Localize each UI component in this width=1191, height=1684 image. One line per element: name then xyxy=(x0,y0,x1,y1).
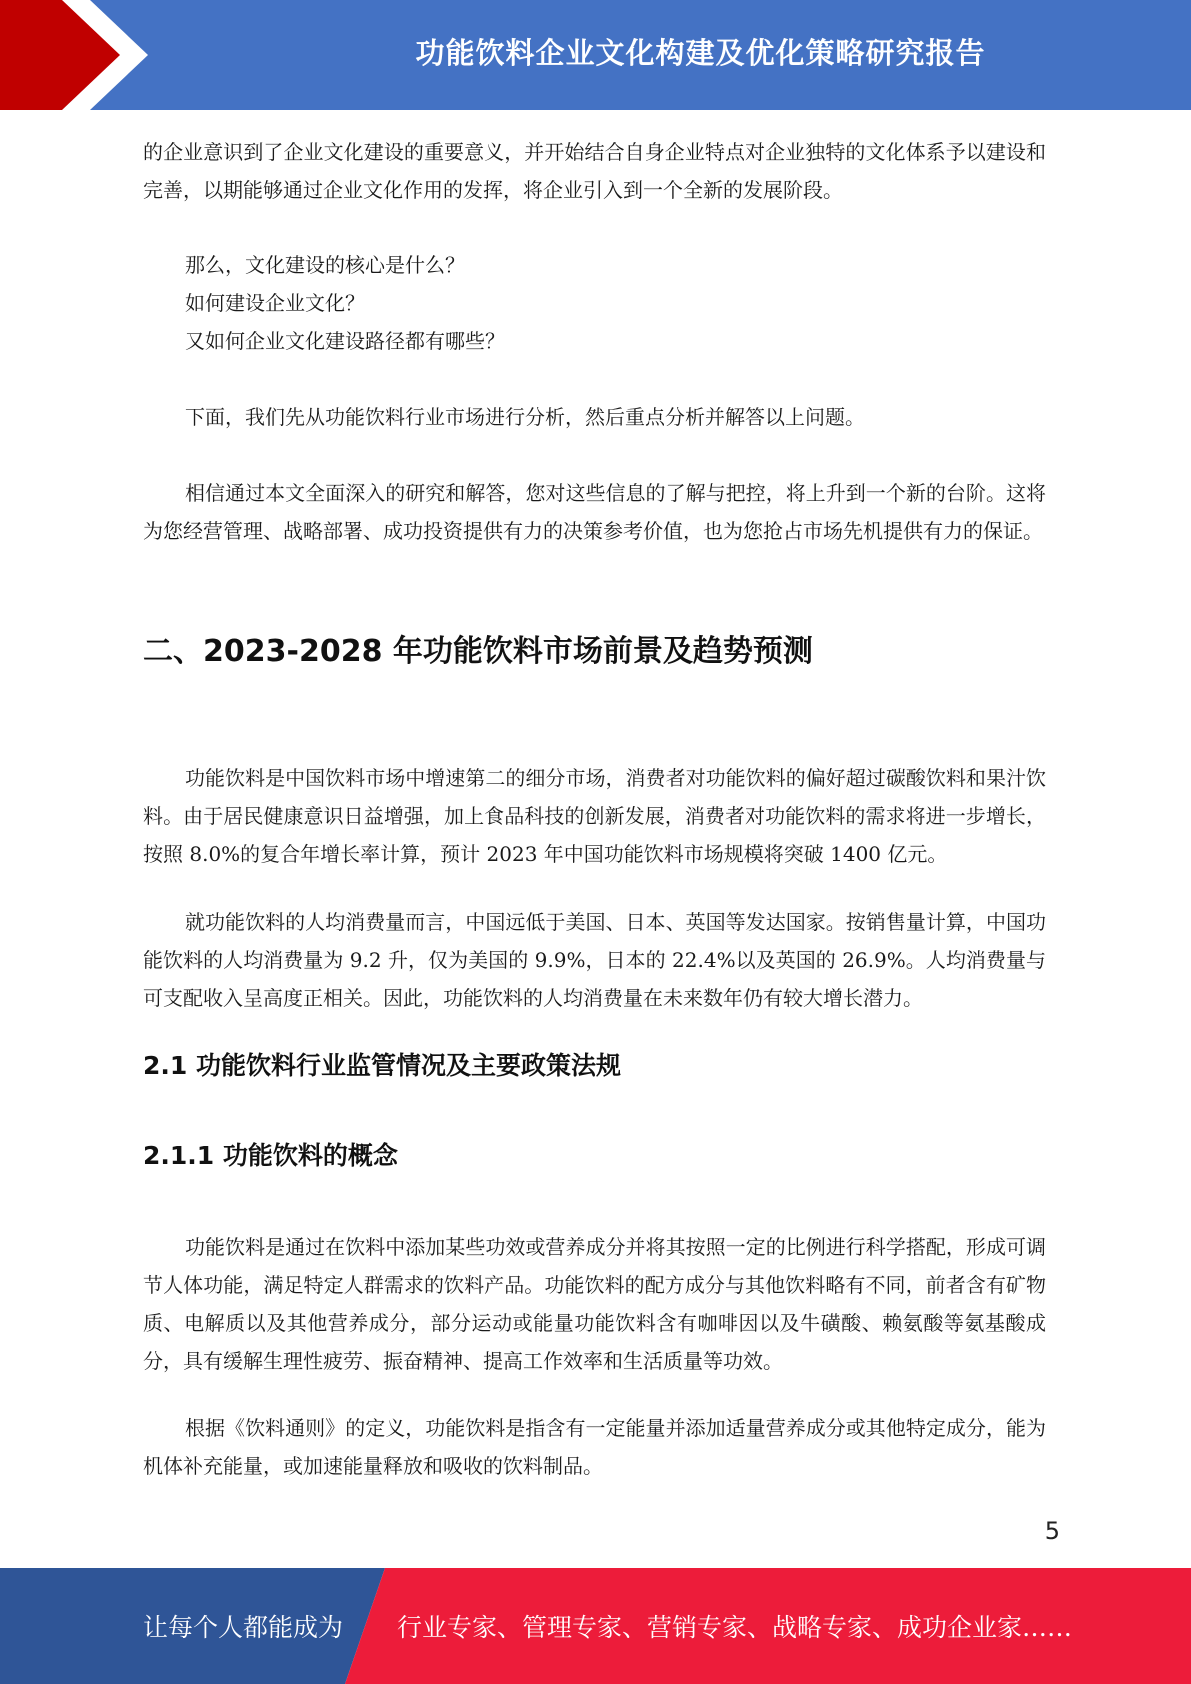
paragraph-definition: 根据《饮料通则》的定义，功能饮料是指含有一定能量并添加适量营养成分或其他特定成分，能为机体补充能量，或加速能量释放和吸收的饮料制品。 xyxy=(143,1416,1046,1478)
subsection-heading-2-1-1: 2.1.1 功能饮料的概念 xyxy=(143,1141,398,1170)
paragraph-intro-continued: 的企业意识到了企业文化建设的重要意义，并开始结合自身企业特点对企业独特的文化体系予以建设和完善，以期能够通过企业文化作用的发挥，将企业引入到一个全新的发展阶段。 xyxy=(143,140,1046,202)
question-1: 那么，文化建设的核心是什么？ xyxy=(185,253,465,277)
footer-slogan-left: 让每个人都能成为 xyxy=(143,1613,344,1642)
header-bar xyxy=(0,0,1191,110)
question-3: 又如何企业文化建设路径都有哪些？ xyxy=(185,329,505,353)
paragraph-value: 相信通过本文全面深入的研究和解答，您对这些信息的了解与把控，将上升到一个新的台阶。这将为您经营管理、战略部署、成功投资提供有力的决策参考价值，也为您抢占市场先机提供有力的保证。 xyxy=(143,481,1046,543)
header-arrow-decoration xyxy=(0,0,160,110)
subsection-heading-2-1: 2.1 功能饮料行业监管情况及主要政策法规 xyxy=(143,1051,621,1080)
section-heading-2: 二、2023-2028 年功能饮料市场前景及趋势预测 xyxy=(143,634,813,669)
paragraph-per-capita: 就功能饮料的人均消费量而言，中国远低于美国、日本、英国等发达国家。按销售量计算，中国功能饮料的人均消费量为 9.2 升，仅为美国的 9.9%，日本的 22.4%以及英国的 26.9%。人均消费量与可支配收入呈高度正相关。因此，功能饮料的人均消费量在未来数年仍有较大增长潜力。 xyxy=(143,910,1046,1010)
page-number: 5 xyxy=(1044,1517,1060,1545)
footer-slogan-right: 行业专家、管理专家、营销专家、战略专家、成功企业家…… xyxy=(397,1613,1073,1642)
report-title: 功能饮料企业文化构建及优化策略研究报告 xyxy=(415,35,986,70)
paragraph-concept: 功能饮料是通过在饮料中添加某些功效或营养成分并将其按照一定的比例进行科学搭配，形成可调节人体功能，满足特定人群需求的饮料产品。功能饮料的配方成分与其他饮料略有不同，前者含有矿物质、电解质以及其他营养成分，部分运动或能量功能饮料含有咖啡因以及牛磺酸、赖氨酸等氨基酸成分，具有缓解生理性疲劳、振奋精神、提高工作效率和生活质量等功效。 xyxy=(143,1235,1046,1373)
paragraph-market-growth: 功能饮料是中国饮料市场中增速第二的细分市场，消费者对功能饮料的偏好超过碳酸饮料和果汁饮料。由于居民健康意识日益增强，加上食品科技的创新发展，消费者对功能饮料的需求将进一步增长，按照 8.0%的复合年增长率计算，预计 2023 年中国功能饮料市场规模将突破 1400 亿元。 xyxy=(143,766,1046,866)
footer-bar xyxy=(0,1568,1191,1684)
paragraph-analysis-plan: 下面，我们先从功能饮料行业市场进行分析，然后重点分析并解答以上问题。 xyxy=(185,405,865,429)
question-2: 如何建设企业文化？ xyxy=(185,291,365,315)
